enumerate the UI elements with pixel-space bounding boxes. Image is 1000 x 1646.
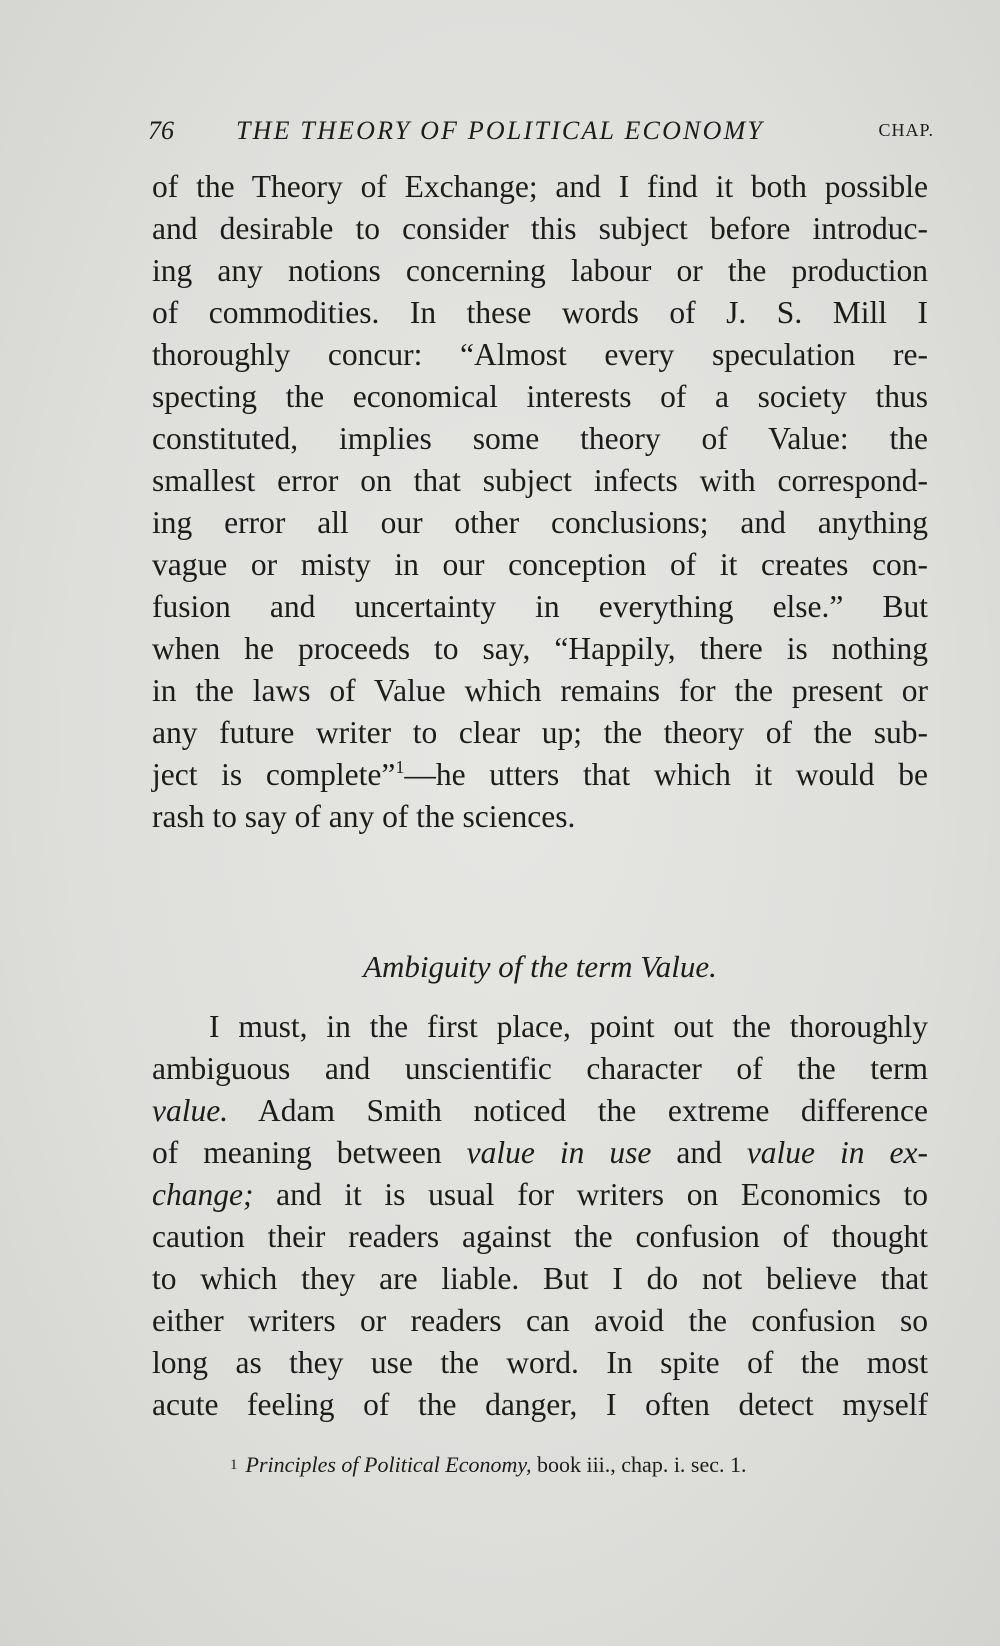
- footnote: [230, 1450, 747, 1483]
- text-line: [152, 1089, 928, 1133]
- text-line: caution their readers against the confusion of thought: [152, 1219, 928, 1254]
- italic-term: change;: [152, 1177, 254, 1212]
- text-line: of the Theory of Exchange; and I find it both possible: [152, 169, 928, 204]
- text-line: ambiguous and unscientific character of the term: [152, 1051, 928, 1086]
- text-line: acute feeling of the danger, I often detect myself: [152, 1387, 928, 1422]
- text-line: [152, 1131, 928, 1175]
- text-line: constituted, implies some theory of Value: the: [152, 421, 928, 456]
- text-span: and it is usual for writers on Economics to: [253, 1177, 928, 1212]
- text-line: ing any notions concerning labour or the production: [152, 253, 928, 288]
- footnote-book-title: Principles of Political Economy,: [245, 1452, 532, 1477]
- text-line: [152, 1173, 928, 1217]
- text-line: long as they use the word. In spite of the most: [152, 1345, 928, 1380]
- italic-term: value in use: [466, 1135, 652, 1170]
- section-heading: Ambiguity of the term Value.: [363, 949, 717, 984]
- text-line: any future writer to clear up; the theory of the sub-: [152, 715, 928, 750]
- footnote-citation: book iii., chap. i. sec. 1.: [531, 1452, 747, 1477]
- text-span: Adam Smith noticed the extreme difference: [228, 1093, 928, 1128]
- text-line: I must, in the first place, point out the thoroughly: [209, 1009, 928, 1044]
- text-span: of meaning between: [152, 1135, 467, 1170]
- running-header: [148, 116, 938, 156]
- footnote-marker: 1: [230, 1457, 238, 1473]
- chapter-label: CHAP.: [878, 120, 934, 140]
- text-line: and desirable to consider this subject before introduc-: [152, 211, 928, 246]
- text-line: in the laws of Value which remains for the present or: [152, 673, 928, 708]
- text-line: when he proceeds to say, “Happily, there is nothing: [152, 631, 928, 666]
- text-span: and: [651, 1135, 747, 1170]
- text-line: fusion and uncertainty in everything else.” But: [152, 589, 928, 624]
- text-line: either writers or readers can avoid the confusion so: [152, 1303, 928, 1338]
- text-line: smallest error on that subject infects with correspond-: [152, 463, 928, 498]
- text-line: of commodities. In these words of J. S. Mill I: [152, 295, 928, 330]
- text-span: ject is complete”: [152, 757, 396, 792]
- running-title: THE THEORY OF POLITICAL ECONOMY: [236, 116, 765, 145]
- italic-term: value.: [152, 1093, 229, 1128]
- text-line: specting the economical interests of a society thus: [152, 379, 928, 414]
- text-line: rash to say of any of the sciences.: [152, 799, 576, 834]
- text-line: to which they are liable. But I do not believe that: [152, 1261, 928, 1296]
- italic-term: value in ex-: [746, 1135, 928, 1170]
- footnote-reference: 1: [395, 757, 405, 777]
- text-line: [152, 753, 928, 797]
- text-line: vague or misty in our conception of it creates con-: [152, 547, 928, 582]
- text-span: —he utters that which it would be: [404, 757, 928, 792]
- page-number: 76: [148, 116, 174, 145]
- text-line: thoroughly concur: “Almost every speculation re-: [152, 337, 928, 372]
- text-line: ing error all our other conclusions; and anything: [152, 505, 928, 540]
